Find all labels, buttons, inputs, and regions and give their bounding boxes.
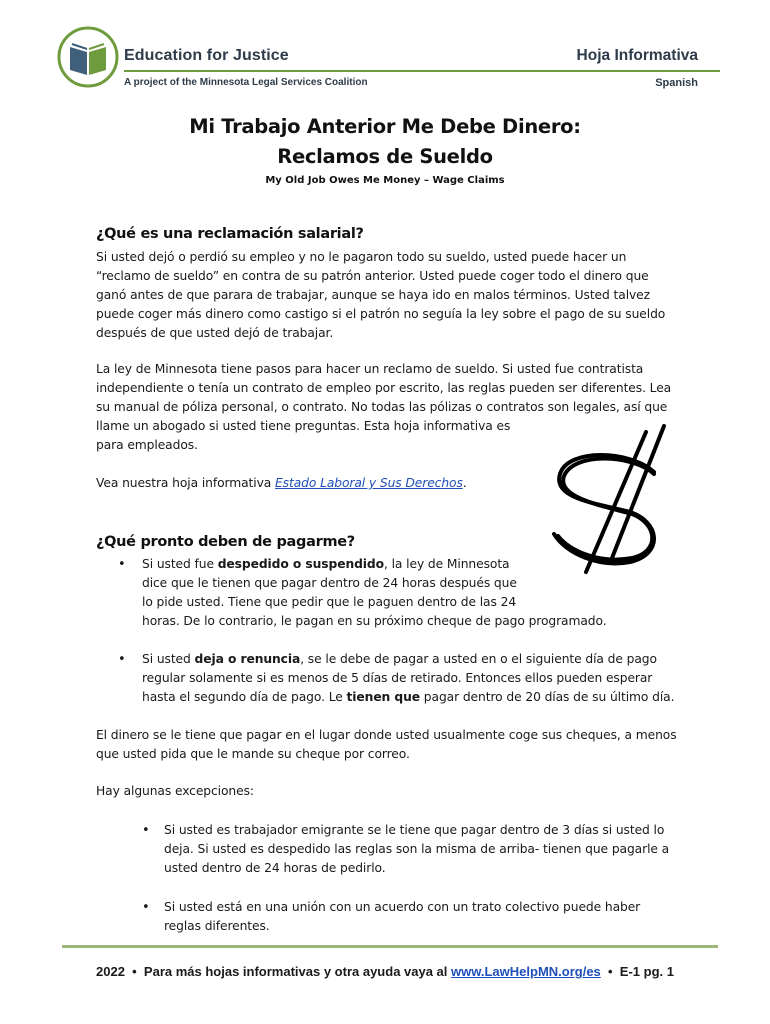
estado-laboral-link[interactable]: Estado Laboral y Sus Derechos bbox=[275, 476, 463, 490]
bold-text: despedido o suspendido bbox=[217, 557, 384, 571]
bullet-quit-resign bbox=[142, 650, 674, 707]
text-line: después de que usted dejó de trabajar. bbox=[96, 326, 334, 340]
text-run: , se le debe de pagar a usted en o el siguiente día de pago bbox=[300, 652, 657, 666]
text-line: regular solamente si es menos de 5 días de retirado. Entonces ellos pueden esperar bbox=[142, 671, 653, 685]
bold-text: deja o renuncia bbox=[194, 652, 301, 666]
paragraph-wage-claim-intro bbox=[96, 248, 665, 343]
org-subtitle: A project of the Minnesota Legal Services Coalition bbox=[124, 77, 368, 88]
lawhelpmn-link[interactable]: www.LawHelpMN.org/es bbox=[451, 964, 601, 979]
see-also-prefix: Vea nuestra hoja informativa bbox=[96, 476, 276, 490]
text-line: Si usted está en una unión con un acuerdo con un trato colectivo puede haber bbox=[164, 900, 641, 914]
page-subtitle: My Old Job Owes Me Money – Wage Claims bbox=[265, 175, 505, 186]
org-name: Education for Justice bbox=[124, 47, 289, 64]
text-line: llame un abogado si usted tiene preguntas. Esta hoja informativa es bbox=[96, 419, 511, 433]
header-divider bbox=[124, 70, 720, 72]
paragraph-see-also bbox=[96, 474, 467, 493]
text-line: puede coger más dinero como castigo si el patrón no seguía la ley sobre el pago de su sueldo bbox=[96, 307, 666, 321]
text-line: Hay algunas excepciones: bbox=[96, 784, 254, 798]
footer-divider bbox=[62, 945, 718, 948]
text-line: que usted pida que le mande su cheque por correo. bbox=[96, 747, 410, 761]
footer-text: Para más hojas informativas y otra ayuda vaya al bbox=[143, 964, 448, 979]
page-title-line-1: Mi Trabajo Anterior Me Debe Dinero: bbox=[189, 115, 581, 138]
text-line: Si usted dejó o perdió su empleo y no le pagaron todo su sueldo, usted puede hacer un bbox=[96, 250, 627, 264]
text-run: hasta el segundo día de pago. Le bbox=[142, 690, 347, 704]
bullet-dot: • bbox=[118, 652, 126, 667]
page-title-line-2: Reclamos de Sueldo bbox=[277, 145, 493, 168]
text-line: horas. De lo contrario, le pagan en su próximo cheque de pago programado. bbox=[142, 614, 607, 628]
text-run: pagar dentro de 20 días de su último día. bbox=[420, 690, 675, 704]
document-type: Hoja Informativa bbox=[576, 47, 698, 64]
footer-year: 2022 bbox=[96, 964, 125, 979]
document-language: Spanish bbox=[655, 77, 698, 89]
text-line: La ley de Minnesota tiene pasos para hacer un reclamo de sueldo. Si usted fue contratista bbox=[96, 362, 644, 376]
text-line: ganó antes de que parara de trabajar, aunque se haya ido en malos términos. Usted talvez bbox=[96, 288, 651, 302]
bullet-dot: • bbox=[142, 823, 150, 838]
education-for-justice-logo-icon bbox=[56, 25, 120, 89]
text-line: Si usted es trabajador emigrante se le tiene que pagar dentro de 3 días si usted lo bbox=[164, 823, 665, 837]
text-line: El dinero se le tiene que pagar en el lugar donde usted usualmente coge sus cheques, a menos bbox=[96, 728, 677, 742]
section-heading-wage-claim: ¿Qué es una reclamación salarial? bbox=[96, 226, 364, 242]
text-line: para empleados. bbox=[96, 438, 198, 452]
text-run: , la ley de Minnesota bbox=[383, 557, 510, 571]
text-line: “reclamo de sueldo” en contra de su patrón anterior. Usted puede coger todo el dinero que bbox=[96, 269, 649, 283]
page-footer: 2022 • Para más hojas informativas y otra ayuda vaya al www.LawHelpMN.org/es • E-1 pg. 1 bbox=[96, 964, 674, 979]
bullet-dot: • bbox=[118, 557, 126, 572]
bullet-migrant-worker bbox=[164, 821, 669, 878]
bullet-union bbox=[164, 898, 640, 936]
footer-page-number: E-1 pg. 1 bbox=[619, 964, 674, 979]
text-run: Si usted bbox=[142, 652, 195, 666]
paragraph-payment-location bbox=[96, 726, 677, 764]
bullet-dot: • bbox=[142, 900, 150, 915]
bullet-fired-suspended bbox=[142, 555, 607, 631]
bold-text: tienen que bbox=[346, 690, 420, 704]
text-line: su manual de póliza personal, o contrato. No todas las pólizas o contratos son legales, así que bbox=[96, 400, 668, 414]
text-line: deja. Si usted es despedido las reglas son la misma de arriba- tienen que pagarle a bbox=[164, 842, 670, 856]
text-run: Si usted fue bbox=[142, 557, 218, 571]
text-line: usted dentro de 24 horas de pedirlo. bbox=[164, 861, 386, 875]
section-heading-how-soon: ¿Qué pronto deben de pagarme? bbox=[96, 534, 355, 550]
paragraph-exceptions bbox=[96, 782, 254, 801]
text-line: independiente o tenía un contrato de empleo por escrito, las reglas pueden ser diferentes. Lea bbox=[96, 381, 672, 395]
text-line: reglas diferentes. bbox=[164, 919, 270, 933]
text-line: dice que le tienen que pagar dentro de 24 horas después que bbox=[142, 576, 517, 590]
see-also-suffix: . bbox=[462, 476, 467, 490]
text-line: lo pide usted. Tiene que pedir que le paguen dentro de las 24 bbox=[142, 595, 517, 609]
